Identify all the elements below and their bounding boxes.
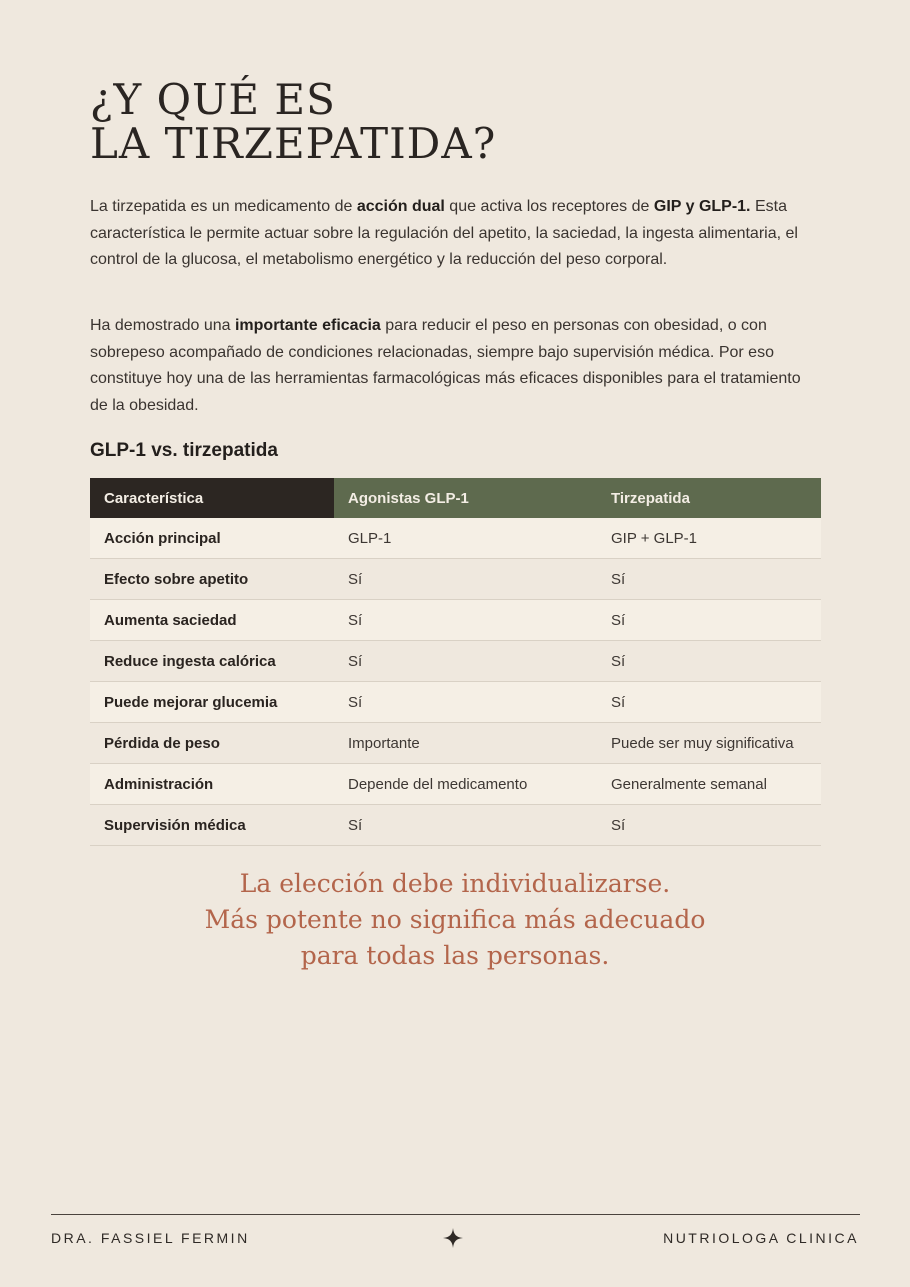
- footer-divider: [51, 1214, 860, 1215]
- row-label: Reduce ingesta calórica: [90, 641, 334, 682]
- tirzepatide-cell: Sí: [597, 641, 821, 682]
- row-label: Puede mejorar glucemia: [90, 682, 334, 723]
- table-row: [90, 641, 821, 682]
- intro-text-3: Esta característica le permite actuar sobre la regulación del apetito, la saciedad, la ingesta alimentaria, el control de la glucosa, el metabolismo energético y la reducción del peso corporal.: [90, 198, 798, 268]
- page-title-line-1: ¿Y QUÉ ES: [90, 75, 336, 124]
- efficacy-text-2: para reducir el peso en personas con obesidad, o con sobrepeso acompañado de condiciones relacionadas, siempre bajo supervisión médica. Por eso constituye hoy una de las herramientas farmacológicas más eficaces disponibles para el tratamiento de la obesidad.: [90, 317, 801, 414]
- row-label: Aumenta saciedad: [90, 600, 334, 641]
- table-header-row: [90, 478, 821, 518]
- tirzepatide-cell: Generalmente semanal: [597, 764, 821, 805]
- efficacy-bold: importante eficacia: [234, 317, 381, 334]
- glp1-cell: Sí: [334, 559, 597, 600]
- footer-specialty: NUTRIOLOGA CLINICA: [663, 1230, 859, 1246]
- intro-paragraph: [90, 194, 820, 274]
- footer-author: DRA. FASSIEL FERMIN: [51, 1230, 250, 1246]
- table-row: [90, 600, 821, 641]
- intro-bold-receptors: GIP y GLP-1.: [653, 198, 751, 215]
- tirzepatide-cell: Sí: [597, 682, 821, 723]
- table-row: [90, 723, 821, 764]
- comparison-heading: GLP-1 vs. tirzepatida: [90, 440, 278, 461]
- glp1-cell: GLP-1: [334, 518, 597, 559]
- intro-text-1: La tirzepatida es un medicamento de: [90, 198, 357, 215]
- row-label: Supervisión médica: [90, 805, 334, 846]
- glp1-cell: Sí: [334, 682, 597, 723]
- tirzepatide-cell: Puede ser muy significativa: [597, 723, 821, 764]
- header-tirzepatide: Tirzepatida: [597, 478, 821, 518]
- table-row: [90, 764, 821, 805]
- intro-text-2: que activa los receptores de: [444, 198, 654, 215]
- four-point-star-icon: [443, 1228, 463, 1248]
- row-label: Administración: [90, 764, 334, 805]
- quote-line-2: Más potente no significa más adecuado: [204, 905, 706, 934]
- row-label: Acción principal: [90, 518, 334, 559]
- tirzepatide-cell: Sí: [597, 559, 821, 600]
- row-label: Pérdida de peso: [90, 723, 334, 764]
- page-title: [90, 75, 497, 168]
- tirzepatide-cell: Sí: [597, 600, 821, 641]
- table-row: [90, 518, 821, 559]
- header-feature: Característica: [90, 478, 334, 518]
- closing-quote: [0, 866, 910, 974]
- quote-line-3: para todas las personas.: [300, 941, 610, 970]
- glp1-cell: Importante: [334, 723, 597, 764]
- table-row: [90, 682, 821, 723]
- tirzepatide-cell: GIP + GLP-1: [597, 518, 821, 559]
- glp1-cell: Depende del medicamento: [334, 764, 597, 805]
- page-title-line-2: LA TIRZEPATIDA?: [90, 119, 497, 168]
- intro-bold-dual-action: acción dual: [356, 198, 445, 215]
- efficacy-text-1: Ha demostrado una: [90, 317, 235, 334]
- comparison-table: [90, 478, 821, 846]
- table-row: [90, 805, 821, 846]
- row-label: Efecto sobre apetito: [90, 559, 334, 600]
- glp1-cell: Sí: [334, 805, 597, 846]
- glp1-cell: Sí: [334, 641, 597, 682]
- glp1-cell: Sí: [334, 600, 597, 641]
- efficacy-paragraph: [90, 313, 820, 419]
- tirzepatide-cell: Sí: [597, 805, 821, 846]
- table-row: [90, 559, 821, 600]
- quote-line-1: La elección debe individualizarse.: [239, 869, 671, 898]
- header-glp1: Agonistas GLP-1: [334, 478, 597, 518]
